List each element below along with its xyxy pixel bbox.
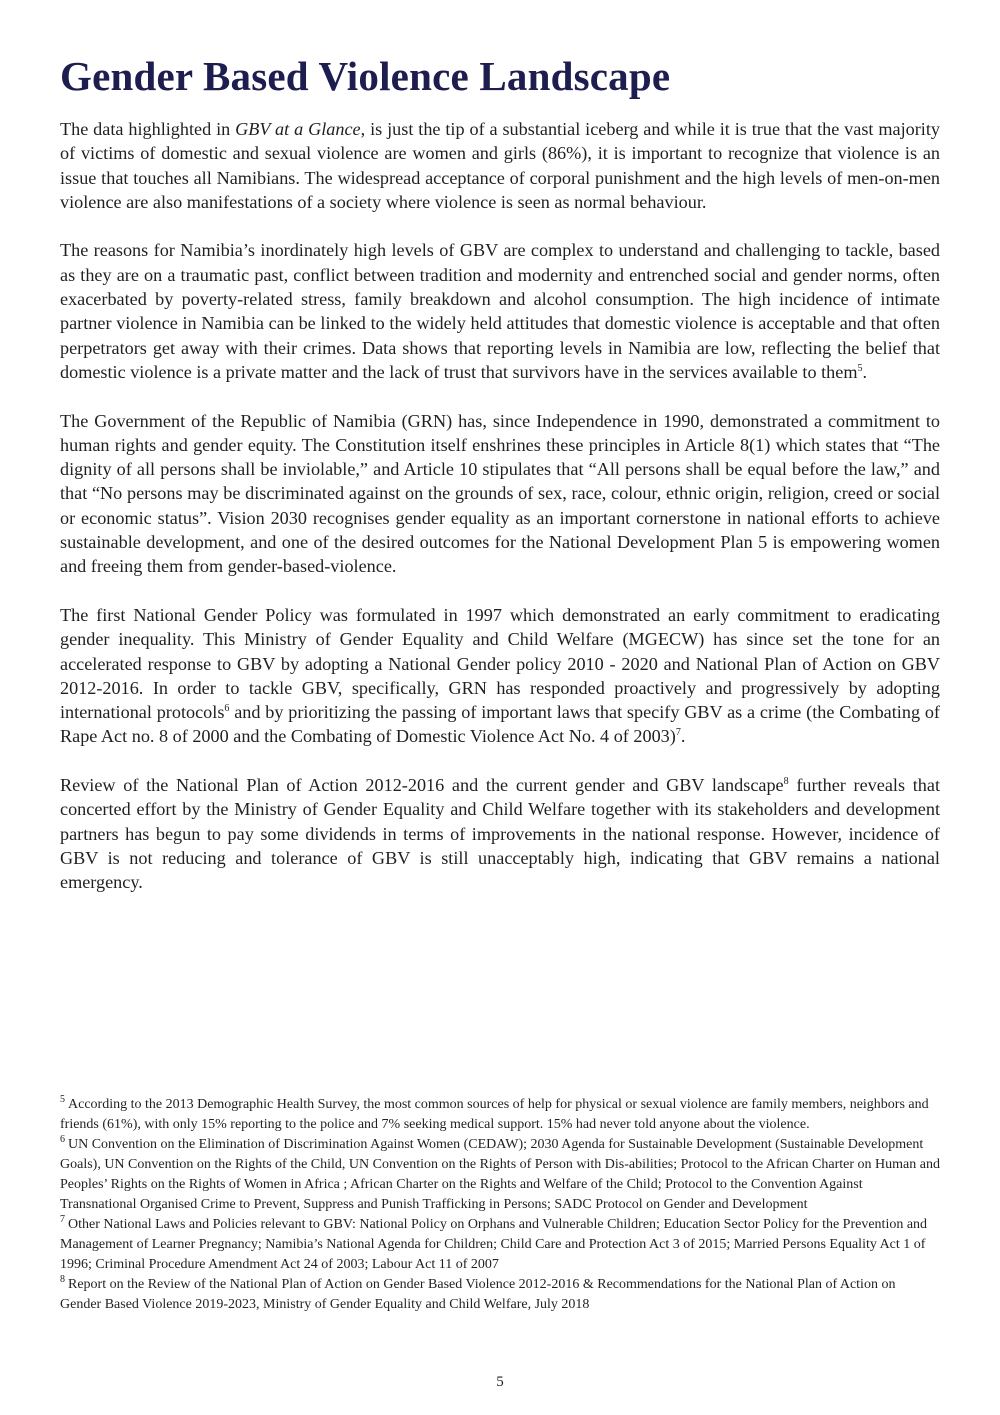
paragraph-1-text: The data highlighted in: [60, 119, 236, 139]
paragraph-5-text: Review of the National Plan of Action 2012-2016 and the current gender and GBV landscape: [60, 775, 784, 796]
footnotes: [60, 1095, 940, 1315]
page-number: 5: [496, 1374, 504, 1390]
footnote-number: 7: [60, 1214, 65, 1226]
footnote-ref-6: 6: [224, 703, 230, 715]
paragraph-4-text: The first National Gender Policy was formulated in 1997 which demonstrated an early commitment to eradicating gender inequality. This Ministry of Gender Equality and Child Welfare (MGECW) has since set the tone for an accelerated response to GBV by adopting a National Gender policy 2010 - 2020 and National Plan of Action on GBV 2012-2016. In order to tackle GBV, specifically, GRN has responded proactively and progressively by adopting international protocols: [60, 604, 940, 723]
footnote-number: 6: [60, 1134, 65, 1146]
paragraph-4-end: .: [680, 726, 686, 747]
footnote-text: According to the 2013 Demographic Health Survey, the most common sources of help for physical or sexual violence are family members, neighbors and friends (61%), with only 15% reporting to the police and 7% seeking medical support. 15% had never told anyone about the violence.: [60, 1097, 929, 1132]
page-title: Gender Based Violence Landscape: [60, 53, 671, 99]
footnote-number: 8: [60, 1274, 65, 1286]
footnote-6: [60, 1135, 940, 1215]
gbv-at-a-glance-title: GBV at a Glance: [235, 119, 361, 139]
paragraph-5-text-cont: further reveals that concerted effort by the Ministry of Gender Equality and Child Welfare together with its stakeholders and development partners has begun to pay some dividends in terms of improvements in the national response. However, incidence of GBV is not reducing and tolerance of GBV is still unacceptably high, indicating that GBV remains a national emergency.: [60, 775, 940, 893]
footnote-7: [60, 1215, 940, 1275]
footnote-text: Other National Laws and Policies relevant to GBV: National Policy on Orphans and Vulnerable Children; Education Sector Policy for the Prevention and Management of Learner Pregnancy; Namibia’s National Agenda for Children; Child Care and Protection Act 3 of 2015; Married Persons Equality Act 1 of 1996; Criminal Procedure Amendment Act 24 of 2003; Labour Act 11 of 2007: [60, 1217, 928, 1272]
paragraph-1-text-cont: , is just the tip of a substantial iceberg and while it is true that the vast majority of victims of domestic and sexual violence are women and girls (86%), it is important to recognize that violence is an issue that touches all Namibians. The widespread acceptance of corporal punishment and the high levels of men-on-men violence are also manifestations of a society where violence is seen as normal behaviour.: [60, 119, 941, 212]
paragraph-1: [60, 117, 940, 214]
footnote-5: [60, 1095, 940, 1135]
footnote-number: 5: [60, 1094, 65, 1106]
paragraph-2: [60, 238, 940, 384]
paragraph-4: [60, 603, 940, 749]
paragraph-5: [60, 773, 940, 894]
paragraph-2-text: The reasons for Namibia’s inordinately high levels of GBV are complex to understand and challenging to tackle, based as they are on a traumatic past, conflict between tradition and modernity and entrenched social and gender norms, often exacerbated by poverty-related stress, family breakdown and alcohol consumption. The high incidence of intimate partner violence in Namibia can be linked to the widely held attitudes that domestic violence is acceptable and that often perpetrators get away with their crimes. Data shows that reporting levels in Namibia are low, reflecting the belief that domestic violence is a private matter and the lack of trust that survivors have in the services available to them: [60, 240, 940, 382]
footnote-text: Report on the Review of the National Plan of Action on Gender Based Violence 2012-2016 & Recommendations for the National Plan of Action on Gender Based Violence 2019-2023, Ministry of Gender Equality and Child Welfare, July 2018: [60, 1277, 896, 1312]
footnote-8: [60, 1275, 940, 1315]
paragraph-4-text-cont: and by prioritizing the passing of important laws that specify GBV as a crime (the Combating of Rape Act no. 8 of 2000 and the Combating of Domestic Violence Act No. 4 of 2003): [60, 702, 940, 747]
paragraph-2-end: .: [862, 361, 868, 382]
body-text: [60, 117, 940, 919]
footnote-text: UN Convention on the Elimination of Discrimination Against Women (CEDAW); 2030 Agenda for Sustainable Development (Sustainable Development Goals), UN Convention on the Rights of the Child, UN Convention on the Rights of Person with Dis-abilities; Protocol to the African Charter on Human and Peoples’ Rights on the Rights of Women in Africa ; African Charter on the Rights and Welfare of the Child; Protocol to the Convention Against Transnational Organised Crime to Prevent, Suppress and Punish Trafficking in Persons; SADC Protocol on Gender and Development: [60, 1137, 940, 1212]
footnote-ref-5: 5: [857, 362, 863, 374]
footnote-ref-8: 8: [783, 775, 789, 787]
footnote-ref-7: 7: [675, 727, 681, 739]
paragraph-3: The Government of the Republic of Namibia (GRN) has, since Independence in 1990, demonstrated a commitment to human rights and gender equity. The Constitution itself enshrines these principles in Article 8(1) which states that “The dignity of all persons shall be inviolable,” and Article 10 stipulates that “All persons shall be equal before the law,” and that “No persons may be discriminated against on the grounds of sex, race, colour, ethnic origin, religion, creed or social or economic status”. Vision 2030 recognises gender equality as an important cornerstone in national efforts to achieve sustainable development, and one of the desired outcomes for the National Development Plan 5 is empowering women and freeing them from gender-based-violence.: [60, 410, 940, 577]
